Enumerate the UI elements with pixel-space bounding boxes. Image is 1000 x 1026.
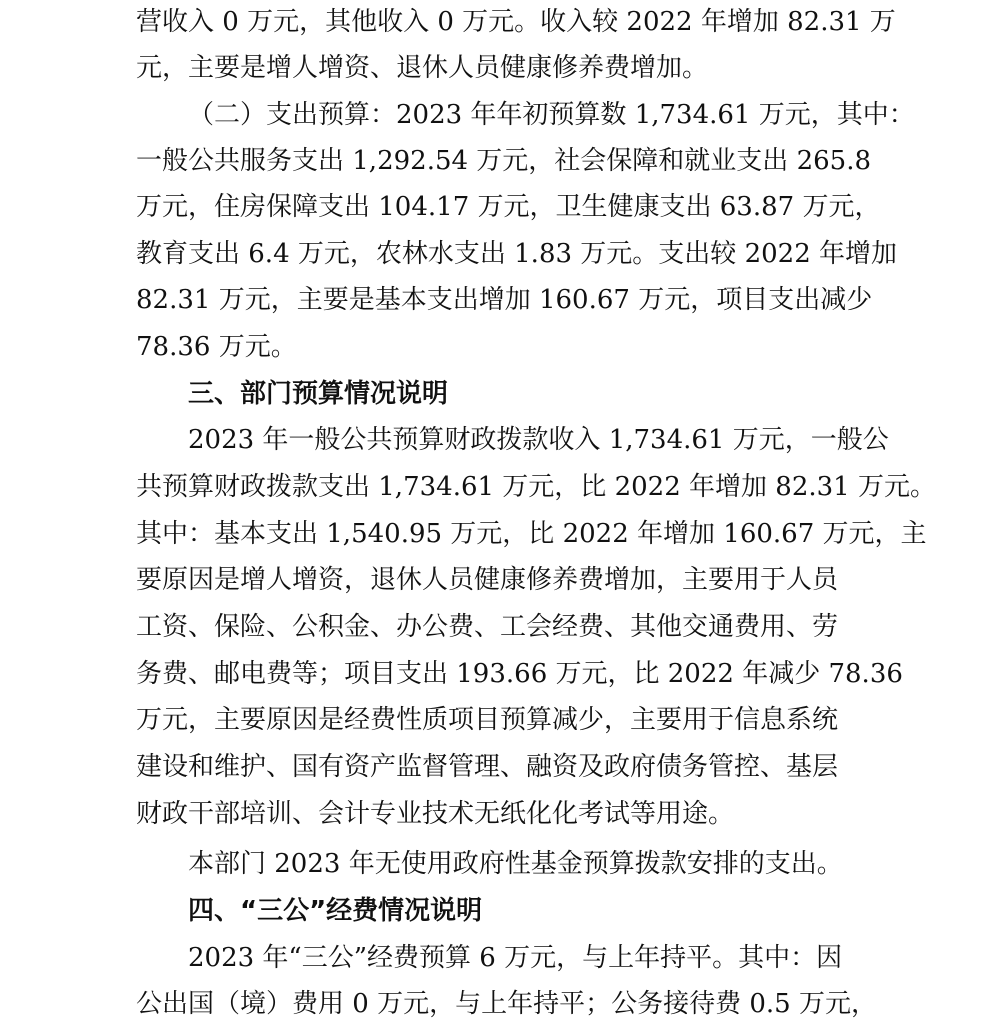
body-text-line: 本部门 2023 年无使用政府性基金预算拨款安排的支出。	[188, 849, 843, 879]
body-text-line: 教育支出 6.4 万元，农林水支出 1.83 万元。支出较 2022 年增加	[136, 239, 897, 269]
body-text-line: 工资、保险、公积金、办公费、工会经费、其他交通费用、劳	[136, 612, 839, 642]
body-text-line: 2023 年“三公”经费预算 6 万元，与上年持平。其中：因	[188, 943, 843, 973]
body-text-line: 要原因是增人增资，退休人员健康修养费增加，主要用于人员	[136, 565, 839, 595]
body-text-line: 万元，主要原因是经费性质项目预算减少，主要用于信息系统	[136, 705, 839, 735]
body-text-line: 共预算财政拨款支出 1,734.61 万元，比 2022 年增加 82.31 万元。	[136, 472, 936, 502]
section-heading: 四、“三公”经费情况说明	[188, 896, 483, 926]
body-text-line: 78.36 万元。	[136, 332, 297, 362]
body-text-line: 公出国（境）费用 0 万元，与上年持平；公务接待费 0.5 万元，	[136, 989, 877, 1019]
body-text-line: 82.31 万元，主要是基本支出增加 160.67 万元，项目支出减少	[136, 285, 873, 315]
body-text-line: 建设和维护、国有资产监督管理、融资及政府债务管控、基层	[136, 752, 839, 782]
section-subheading-line: （二）支出预算：2023 年年初预算数 1,734.61 万元，其中：	[188, 100, 915, 130]
section-heading: 三、部门预算情况说明	[188, 379, 449, 409]
body-text-line: 万元，住房保障支出 104.17 万元，卫生健康支出 63.87 万元，	[136, 192, 881, 222]
body-text-line: 一般公共服务支出 1,292.54 万元，社会保障和就业支出 265.8	[136, 146, 872, 176]
body-text-line: 务费、邮电费等；项目支出 193.66 万元，比 2022 年减少 78.36	[136, 659, 903, 689]
body-text-line: 2023 年一般公共预算财政拨款收入 1,734.61 万元，一般公	[188, 425, 889, 455]
body-text-line: 元，主要是增人增资、退休人员健康修养费增加。	[136, 53, 709, 83]
body-text-line: 其中：基本支出 1,540.95 万元，比 2022 年增加 160.67 万元，主	[136, 519, 927, 549]
body-text-line: 财政干部培训、会计专业技术无纸化化考试等用途。	[136, 799, 735, 829]
body-text-line: 营收入 0 万元，其他收入 0 万元。收入较 2022 年增加 82.31 万	[136, 7, 896, 37]
